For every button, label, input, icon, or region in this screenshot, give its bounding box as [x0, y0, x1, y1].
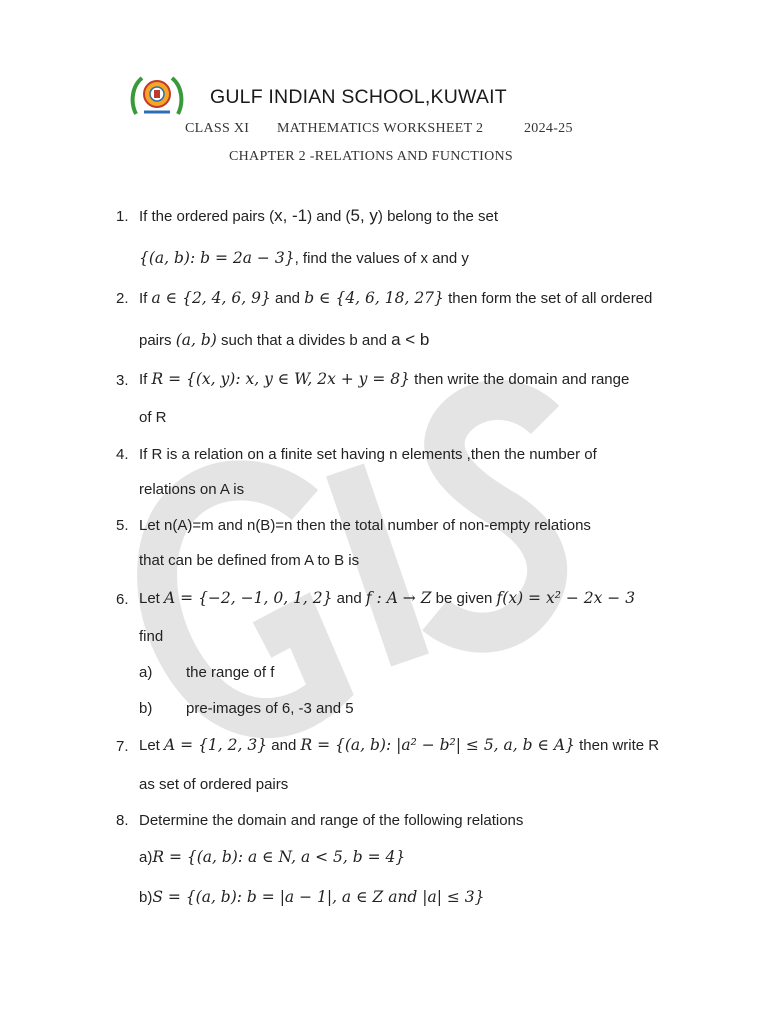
q8a: a)R = {(a, b): a ∈ N, a < 5, b = 4}	[139, 848, 406, 866]
q7-number: 7.	[116, 738, 129, 755]
q6b-text: pre-images of 6, -3 and 5	[186, 700, 354, 717]
q3-number: 3.	[116, 372, 129, 389]
q6-find: find	[139, 628, 164, 645]
q2-line2: pairs (a, b) such that a divides b and a < b	[139, 330, 430, 349]
q3-line1: If R = {(x, y): x, y ∈ W, 2x + y = 8} then write the domain and range	[139, 370, 630, 388]
q6a-label: a)	[139, 664, 153, 681]
q1-line2: {(a, b): b = 2a − 3}, find the values of x and y	[139, 249, 469, 267]
q6-line1: Let A = {−2, −1, 0, 1, 2} and f : A → Z be given f(x) = x² − 2x − 3	[139, 589, 636, 607]
q7-line1: Let A = {1, 2, 3} and R = {(a, b): |a² − b²| ≤ 5, a, b ∈ A} then write R	[139, 736, 660, 754]
q6b-label: b)	[139, 700, 153, 717]
class-label: CLASS XI	[185, 121, 250, 136]
q1-number: 1.	[116, 208, 129, 225]
school-name: GULF INDIAN SCHOOL,KUWAIT	[210, 86, 507, 108]
q4-line2: relations on A is	[139, 481, 245, 498]
q7-line2: as set of ordered pairs	[139, 776, 289, 793]
q3-line2: of R	[139, 409, 167, 426]
q2-line1: If a ∈ {2, 4, 6, 9} and b ∈ {4, 6, 18, 27} then form the set of all ordered	[139, 289, 653, 307]
worksheet-label: MATHEMATICS WORKSHEET 2	[277, 121, 484, 136]
q4-line1: If R is a relation on a finite set having n elements ,then the number of	[139, 446, 597, 463]
q6-number: 6.	[116, 591, 129, 608]
school-logo	[130, 74, 184, 118]
q1-line1: If the ordered pairs (x, -1) and (5, y) belong to the set	[139, 206, 498, 225]
year-label: 2024-25	[524, 121, 573, 136]
q8-number: 8.	[116, 812, 129, 829]
q5-line2: that can be defined from A to B is	[139, 552, 360, 569]
q6a-text: the range of f	[186, 664, 275, 681]
q5-line1: Let n(A)=m and n(B)=n then the total number of non-empty relations	[139, 517, 591, 534]
q5-number: 5.	[116, 517, 129, 534]
q4-number: 4.	[116, 446, 129, 463]
q8b: b)S = {(a, b): b = |a − 1|, a ∈ Z and |a| ≤ 3}	[139, 888, 485, 906]
chapter-title: CHAPTER 2 -RELATIONS AND FUNCTIONS	[229, 149, 513, 164]
q8-line1: Determine the domain and range of the following relations	[139, 812, 524, 829]
q2-number: 2.	[116, 290, 129, 307]
